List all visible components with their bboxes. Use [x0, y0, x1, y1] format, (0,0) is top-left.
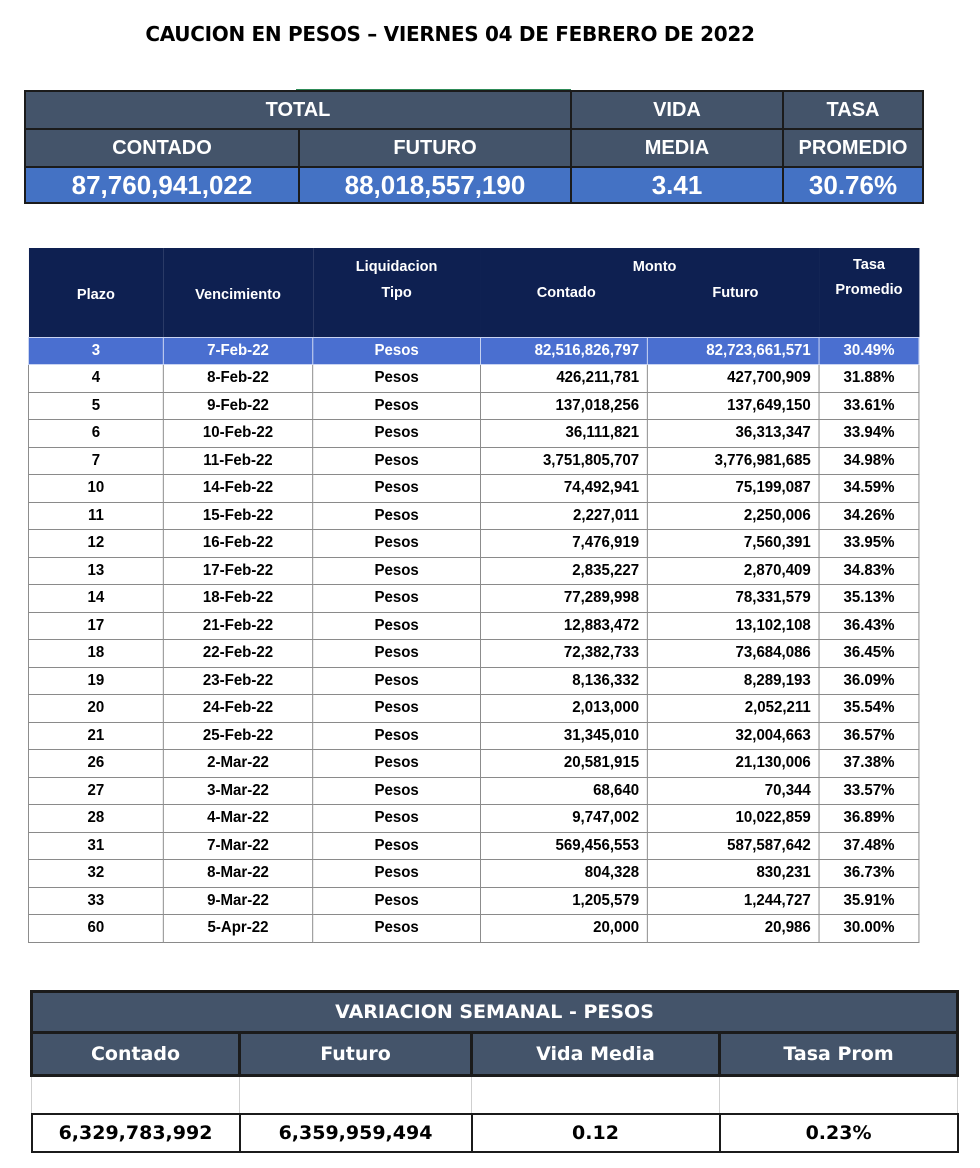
plazo-cell: 4: [28, 365, 163, 393]
table-row: [28, 365, 918, 393]
tasa-cell: 34.98%: [819, 447, 919, 475]
tasa-cell: 36.43%: [819, 612, 919, 640]
futuro-cell: 3,776,981,685: [647, 447, 819, 475]
contado-header: CONTADO: [25, 129, 299, 167]
futuro-cell: 21,130,006: [647, 750, 819, 778]
plazo-cell: 17: [28, 612, 163, 640]
tasa-cell: 37.38%: [819, 750, 919, 778]
tasa-cell: 34.59%: [819, 475, 919, 503]
weekly-variation-table: [30, 990, 959, 1153]
col-contado: Contado: [536, 284, 596, 301]
futuro-cell: 36,313,347: [647, 420, 819, 448]
vencimiento-cell: 8-Mar-22: [163, 860, 312, 888]
contado-cell: 8,136,332: [481, 667, 648, 695]
contado-cell: 2,835,227: [481, 557, 648, 585]
vencimiento-cell: 16-Feb-22: [163, 530, 312, 558]
weekly-tasa-value: 0.23%: [720, 1114, 958, 1152]
vencimiento-cell: 5-Apr-22: [163, 915, 312, 943]
weekly-title: VARIACION SEMANAL - PESOS: [32, 992, 958, 1033]
tipo-cell: Pesos: [313, 722, 481, 750]
vencimiento-cell: 14-Feb-22: [163, 475, 312, 503]
futuro-cell: 2,250,006: [647, 502, 819, 530]
tipo-cell: Pesos: [313, 612, 481, 640]
tasa-cell: 33.61%: [819, 392, 919, 420]
plazo-cell: 14: [28, 585, 163, 613]
vencimiento-cell: 25-Feb-22: [163, 722, 312, 750]
plazo-cell: 19: [28, 667, 163, 695]
contado-cell: 72,382,733: [481, 640, 648, 668]
futuro-cell: 20,986: [647, 915, 819, 943]
tipo-cell: Pesos: [313, 777, 481, 805]
table-row: [28, 805, 918, 833]
tasa-cell: 30.49%: [819, 337, 919, 365]
vencimiento-cell: 2-Mar-22: [163, 750, 312, 778]
futuro-cell: 830,231: [647, 860, 819, 888]
tasa-cell: 34.83%: [819, 557, 919, 585]
tipo-cell: Pesos: [313, 750, 481, 778]
weekly-futuro-value: 6,359,959,494: [240, 1114, 472, 1152]
contado-cell: 77,289,998: [481, 585, 648, 613]
tipo-cell: Pesos: [313, 805, 481, 833]
futuro-cell: 13,102,108: [647, 612, 819, 640]
col-tasa-promedio: Tasa Promedio: [819, 248, 919, 337]
tasa-cell: 33.57%: [819, 777, 919, 805]
tasa-cell: 31.88%: [819, 365, 919, 393]
col-liquidacion-tipo: Liquidacion Tipo: [313, 248, 481, 337]
tipo-cell: Pesos: [313, 832, 481, 860]
tipo-cell: Pesos: [313, 667, 481, 695]
tasa-cell: 34.26%: [819, 502, 919, 530]
tipo-cell: Pesos: [313, 887, 481, 915]
tasa-cell: 36.89%: [819, 805, 919, 833]
tasa-cell: 33.94%: [819, 420, 919, 448]
tasa-cell: 33.95%: [819, 530, 919, 558]
futuro-cell: 137,649,150: [647, 392, 819, 420]
vida-header-bottom: MEDIA: [571, 129, 783, 167]
vencimiento-cell: 21-Feb-22: [163, 612, 312, 640]
tasa-cell: 35.54%: [819, 695, 919, 723]
vida-header-top: VIDA: [571, 91, 783, 129]
contado-cell: 426,211,781: [481, 365, 648, 393]
plazo-cell: 7: [28, 447, 163, 475]
spacer-cell: [32, 1076, 240, 1115]
futuro-cell: 73,684,086: [647, 640, 819, 668]
vencimiento-cell: 23-Feb-22: [163, 667, 312, 695]
tasa-header-top: TASA: [783, 91, 923, 129]
col-monto: Monto Contado Futuro: [481, 248, 820, 337]
futuro-cell: 2,052,211: [647, 695, 819, 723]
vencimiento-cell: 15-Feb-22: [163, 502, 312, 530]
tasa-promedio-value: 30.76%: [783, 167, 923, 203]
table-row: [28, 887, 918, 915]
tasa-cell: 37.48%: [819, 832, 919, 860]
tasa-cell: 36.09%: [819, 667, 919, 695]
futuro-cell: 427,700,909: [647, 365, 819, 393]
table-row: [28, 475, 918, 503]
contado-cell: 804,328: [481, 860, 648, 888]
weekly-contado-value: 6,329,783,992: [32, 1114, 240, 1152]
tipo-cell: Pesos: [313, 915, 481, 943]
contado-cell: 3,751,805,707: [481, 447, 648, 475]
tasa-cell: 35.13%: [819, 585, 919, 613]
vencimiento-cell: 24-Feb-22: [163, 695, 312, 723]
plazo-cell: 31: [28, 832, 163, 860]
plazo-cell: 20: [28, 695, 163, 723]
table-row: [28, 530, 918, 558]
futuro-cell: 70,344: [647, 777, 819, 805]
plazo-cell: 3: [28, 337, 163, 365]
vida-media-value: 3.41: [571, 167, 783, 203]
table-row: [28, 447, 918, 475]
tasa-cell: 36.73%: [819, 860, 919, 888]
weekly-vida-header: Vida Media: [472, 1033, 720, 1076]
tasa-cell: 36.57%: [819, 722, 919, 750]
futuro-cell: 10,022,859: [647, 805, 819, 833]
weekly-vida-value: 0.12: [472, 1114, 720, 1152]
table-row: [28, 640, 918, 668]
plazo-cell: 32: [28, 860, 163, 888]
tipo-cell: Pesos: [313, 640, 481, 668]
plazo-cell: 27: [28, 777, 163, 805]
weekly-futuro-header: Futuro: [240, 1033, 472, 1076]
vencimiento-cell: 10-Feb-22: [163, 420, 312, 448]
tasa-cell: 35.91%: [819, 887, 919, 915]
tasa-cell: 30.00%: [819, 915, 919, 943]
page-title: CAUCION EN PESOS – VIERNES 04 DE FEBRERO DE 2022: [145, 22, 755, 46]
contado-cell: 12,883,472: [481, 612, 648, 640]
spacer-cell: [240, 1076, 472, 1115]
contado-cell: 9,747,002: [481, 805, 648, 833]
vencimiento-cell: 4-Mar-22: [163, 805, 312, 833]
contado-cell: 7,476,919: [481, 530, 648, 558]
tipo-cell: Pesos: [313, 695, 481, 723]
vencimiento-cell: 18-Feb-22: [163, 585, 312, 613]
vencimiento-cell: 7-Feb-22: [163, 337, 312, 365]
contado-cell: 2,227,011: [481, 502, 648, 530]
table-row: [28, 557, 918, 585]
tipo-cell: Pesos: [313, 337, 481, 365]
contado-cell: 2,013,000: [481, 695, 648, 723]
futuro-header: FUTURO: [299, 129, 571, 167]
plazo-cell: 21: [28, 722, 163, 750]
contado-cell: 20,000: [481, 915, 648, 943]
tipo-cell: Pesos: [313, 557, 481, 585]
table-row: [28, 612, 918, 640]
vencimiento-cell: 7-Mar-22: [163, 832, 312, 860]
contado-cell: 82,516,826,797: [481, 337, 648, 365]
table-row: [28, 392, 918, 420]
futuro-cell: 75,199,087: [647, 475, 819, 503]
tipo-cell: Pesos: [313, 475, 481, 503]
tipo-cell: Pesos: [313, 530, 481, 558]
tasa-header-bottom: PROMEDIO: [783, 129, 923, 167]
vencimiento-cell: 17-Feb-22: [163, 557, 312, 585]
weekly-contado-header: Contado: [32, 1033, 240, 1076]
plazo-cell: 26: [28, 750, 163, 778]
futuro-cell: 82,723,661,571: [647, 337, 819, 365]
spacer-cell: [720, 1076, 958, 1115]
futuro-cell: 78,331,579: [647, 585, 819, 613]
plazo-cell: 5: [28, 392, 163, 420]
futuro-cell: 2,870,409: [647, 557, 819, 585]
tipo-cell: Pesos: [313, 365, 481, 393]
futuro-cell: 32,004,663: [647, 722, 819, 750]
futuro-total-value: 88,018,557,190: [299, 167, 571, 203]
futuro-cell: 7,560,391: [647, 530, 819, 558]
col-futuro: Futuro: [712, 284, 759, 301]
table-row: [28, 915, 918, 943]
contado-cell: 74,492,941: [481, 475, 648, 503]
contado-cell: 68,640: [481, 777, 648, 805]
col-vencimiento: Vencimiento: [163, 248, 312, 337]
tipo-cell: Pesos: [313, 585, 481, 613]
contado-cell: 1,205,579: [481, 887, 648, 915]
plazo-cell: 13: [28, 557, 163, 585]
table-row: [28, 722, 918, 750]
total-header: TOTAL: [25, 91, 571, 129]
table-row: [28, 502, 918, 530]
table-row: [28, 420, 918, 448]
col-plazo: Plazo: [28, 248, 163, 337]
futuro-cell: 8,289,193: [647, 667, 819, 695]
futuro-cell: 587,587,642: [647, 832, 819, 860]
vencimiento-cell: 22-Feb-22: [163, 640, 312, 668]
contado-cell: 137,018,256: [481, 392, 648, 420]
tipo-cell: Pesos: [313, 420, 481, 448]
vencimiento-cell: 3-Mar-22: [163, 777, 312, 805]
tipo-cell: Pesos: [313, 502, 481, 530]
table-row: [28, 860, 918, 888]
table-row: [28, 667, 918, 695]
table-row: [28, 337, 918, 365]
vencimiento-cell: 9-Mar-22: [163, 887, 312, 915]
plazo-cell: 60: [28, 915, 163, 943]
plazo-cell: 33: [28, 887, 163, 915]
tipo-cell: Pesos: [313, 447, 481, 475]
plazo-cell: 28: [28, 805, 163, 833]
futuro-cell: 1,244,727: [647, 887, 819, 915]
contado-total-value: 87,760,941,022: [25, 167, 299, 203]
table-row: [28, 832, 918, 860]
contado-cell: 31,345,010: [481, 722, 648, 750]
tipo-cell: Pesos: [313, 860, 481, 888]
table-row: [28, 585, 918, 613]
plazo-cell: 18: [28, 640, 163, 668]
caucion-table: [28, 248, 919, 943]
contado-cell: 36,111,821: [481, 420, 648, 448]
vencimiento-cell: 9-Feb-22: [163, 392, 312, 420]
contado-cell: 20,581,915: [481, 750, 648, 778]
tipo-cell: Pesos: [313, 392, 481, 420]
tasa-cell: 36.45%: [819, 640, 919, 668]
plazo-cell: 12: [28, 530, 163, 558]
plazo-cell: 11: [28, 502, 163, 530]
vencimiento-cell: 8-Feb-22: [163, 365, 312, 393]
weekly-tasa-header: Tasa Prom: [720, 1033, 958, 1076]
summary-table: [24, 90, 924, 204]
table-row: [28, 750, 918, 778]
table-row: [28, 695, 918, 723]
plazo-cell: 6: [28, 420, 163, 448]
plazo-cell: 10: [28, 475, 163, 503]
vencimiento-cell: 11-Feb-22: [163, 447, 312, 475]
table-row: [28, 777, 918, 805]
spacer-cell: [472, 1076, 720, 1115]
contado-cell: 569,456,553: [481, 832, 648, 860]
